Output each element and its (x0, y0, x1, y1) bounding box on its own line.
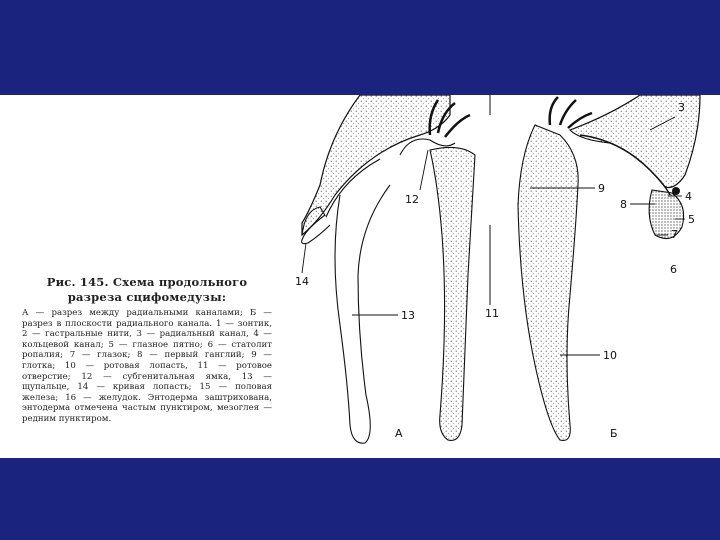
label-7: 7 (671, 228, 678, 241)
bottom-band (0, 458, 720, 540)
label-5: 5 (688, 213, 695, 226)
oral-lobe-a (430, 147, 475, 440)
eye-spot (672, 187, 680, 195)
medusa-diagram (280, 95, 720, 458)
label-11: 11 (485, 307, 499, 320)
label-8: 8 (620, 198, 627, 211)
slide-content (0, 95, 720, 458)
label-13: 13 (401, 309, 415, 322)
top-band (0, 0, 720, 95)
panel-b-label: Б (610, 427, 618, 440)
panel-a-label: А (395, 427, 403, 440)
figure-caption (22, 275, 272, 425)
arm-13 (335, 185, 390, 443)
label-10: 10 (603, 349, 617, 362)
caption-title: Рис. 145. Схема продольного разреза сцифомедузы: (46, 275, 248, 304)
caption-body: А — разрез между радиальными каналами; Б — разрез в плоскости радиального канала. 1 — зонтик, 2 — гастральные нити, 3 — радиальный канал, 4 — кольцевой канал; 5 — глазное пятно; 6 — статолит ропалия; 7 — глазок; 8 — первый ганглий; 9 — глотка; 10 — ротовая лопасть, 11 — ротовое отверстие; 12 — субгенитальная ямка, 13 — щупальце, 14 — кривая лопасть; 15 — половая железа; 16 — желудок. Энтодерма заштрихована, энтодерма отмечена частым пунктиром, мезоглея — редним пунктиром. (22, 308, 272, 424)
label-9: 9 (598, 182, 605, 195)
label-3: 3 (678, 101, 685, 114)
label-4: 4 (685, 190, 692, 203)
label-6: 6 (670, 263, 677, 276)
rhopalium (649, 190, 684, 239)
label-14: 14 (295, 275, 309, 288)
oral-lobe-b (518, 125, 578, 440)
label-12: 12 (405, 193, 419, 206)
